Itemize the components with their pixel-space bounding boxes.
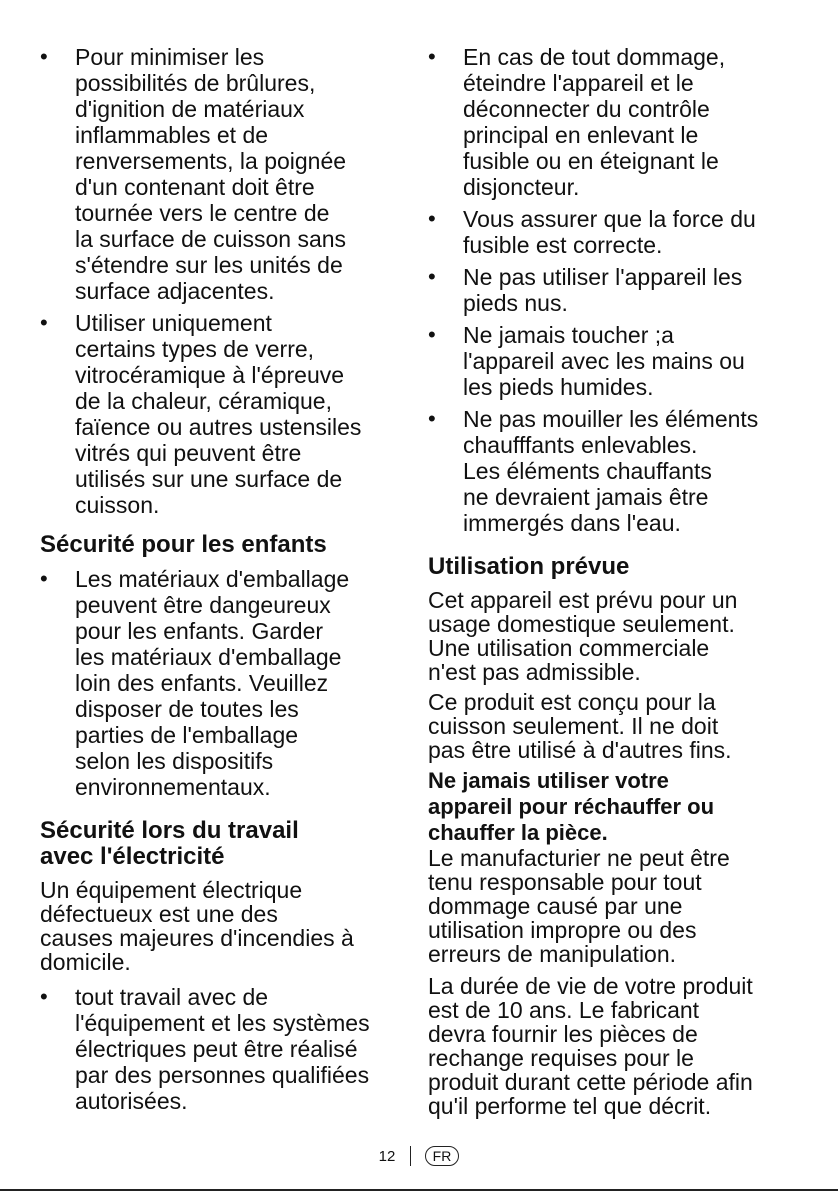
paragraph-line: chauffer la pièce. bbox=[428, 820, 608, 845]
list-item-line: l'appareil avec les mains ou bbox=[463, 348, 745, 374]
bullet-list-electric bbox=[40, 984, 405, 1114]
list-item-line: de la chaleur, céramique, bbox=[75, 388, 332, 414]
list-item-line: ne devraient jamais être bbox=[463, 484, 709, 510]
list-item bbox=[428, 206, 800, 258]
list-item-line: peuvent être dangeureux bbox=[75, 592, 331, 618]
list-item bbox=[40, 984, 405, 1114]
list-item-line: possibilités de brûlures, bbox=[75, 70, 316, 96]
list-item-line: • Utiliser uniquement bbox=[75, 310, 272, 336]
paragraph-line: produit durant cette période afin bbox=[428, 1069, 753, 1095]
list-item-line: selon les dispositifs bbox=[75, 748, 274, 774]
paragraph-line: tenu responsable pour tout bbox=[428, 869, 702, 895]
page-footer bbox=[0, 1146, 838, 1166]
list-item-line: • Vous assurer que la force du bbox=[463, 206, 756, 232]
page-number: 12 bbox=[378, 1147, 396, 1165]
list-item-line: les matériaux d'emballage bbox=[75, 644, 342, 670]
list-item-line: s'étendre sur les unités de bbox=[75, 252, 343, 278]
heading-electric-line-1: Sécurité lors du travail bbox=[40, 817, 299, 844]
list-item-line: d'un contenant doit être bbox=[75, 174, 315, 200]
paragraph-line: rechange requises pour le bbox=[428, 1045, 694, 1071]
list-item-line: électriques peut être réalisé bbox=[75, 1036, 358, 1062]
list-item-line: certains types de verre, bbox=[75, 336, 315, 362]
paragraph-line: La durée de vie de votre produit bbox=[428, 973, 753, 999]
bullet-list-damage bbox=[428, 44, 800, 536]
paragraph-line: Cet appareil est prévu pour un bbox=[428, 587, 738, 613]
list-item-line: • Ne pas utiliser l'appareil les bbox=[463, 264, 743, 290]
list-item-line: par des personnes qualifiées bbox=[75, 1062, 370, 1088]
list-item-line: inflammables et de bbox=[75, 122, 269, 148]
list-item-line: fusible ou en éteignant le bbox=[463, 148, 719, 174]
right-column bbox=[428, 44, 800, 1124]
heading-electric-line-2: avec l'électricité bbox=[40, 843, 225, 870]
list-item-line: vitrocéramique à l'épreuve bbox=[75, 362, 345, 388]
list-item-line: principal en enlevant le bbox=[463, 122, 699, 148]
paragraph-line: pas être utilisé à d'autres fins. bbox=[428, 737, 732, 763]
list-item bbox=[428, 322, 800, 400]
list-item-line: utilisés sur une surface de bbox=[75, 466, 343, 492]
paragraph-lifetime bbox=[428, 974, 800, 1118]
list-item-line: • Les matériaux d'emballage bbox=[75, 566, 350, 592]
paragraph-line: Une utilisation commerciale bbox=[428, 635, 710, 661]
paragraph-line: Ne jamais utiliser votre bbox=[428, 768, 669, 793]
paragraph-line: Ce produit est conçu pour la bbox=[428, 689, 716, 715]
bullet-list-cooking bbox=[40, 44, 405, 518]
paragraph-line: qu'il performe tel que décrit. bbox=[428, 1093, 712, 1119]
list-item-line: la surface de cuisson sans bbox=[75, 226, 347, 252]
list-item-line: immergés dans l'eau. bbox=[463, 510, 681, 536]
list-item bbox=[40, 310, 405, 518]
list-item-line: • Ne jamais toucher ;a bbox=[463, 322, 674, 348]
list-item-line: d'ignition de matériaux bbox=[75, 96, 305, 122]
paragraph-line: Le manufacturier ne peut être bbox=[428, 845, 730, 871]
list-item-line: environnementaux. bbox=[75, 774, 271, 800]
list-item-line: • tout travail avec de bbox=[75, 984, 269, 1010]
paragraph-liability bbox=[428, 846, 800, 966]
paragraph-line: Un équipement électrique bbox=[40, 877, 303, 903]
paragraph-line: utilisation impropre ou des bbox=[428, 917, 697, 943]
list-item-line: vitrés qui peuvent être bbox=[75, 440, 302, 466]
list-item-line: • Ne pas mouiller les éléments bbox=[463, 406, 759, 432]
list-item-line: renversements, la poignée bbox=[75, 148, 347, 174]
paragraph-line: domicile. bbox=[40, 949, 131, 975]
paragraph-line: devra fournir les pièces de bbox=[428, 1021, 698, 1047]
paragraph-line: dommage causé par une bbox=[428, 893, 683, 919]
list-item-line: pour les enfants. Garder bbox=[75, 618, 324, 644]
list-item-line: • Pour minimiser les bbox=[75, 44, 265, 70]
list-item bbox=[40, 566, 405, 800]
warning-heating bbox=[428, 768, 800, 846]
paragraph-line: est de 10 ans. Le fabricant bbox=[428, 997, 700, 1023]
language-badge: FR bbox=[425, 1146, 460, 1166]
left-column bbox=[40, 44, 405, 1120]
paragraph-line: usage domestique seulement. bbox=[428, 611, 735, 637]
paragraph-line: n'est pas admissible. bbox=[428, 659, 641, 685]
list-item-line: Les éléments chauffants bbox=[463, 458, 712, 484]
heading-child-safety: Sécurité pour les enfants bbox=[40, 531, 327, 558]
list-item-line: autorisées. bbox=[75, 1088, 188, 1114]
paragraph-line: appareil pour réchauffer ou bbox=[428, 794, 715, 819]
paragraph-line: erreurs de manipulation. bbox=[428, 941, 677, 967]
list-item-line: disposer de toutes les bbox=[75, 696, 299, 722]
list-item bbox=[428, 406, 800, 536]
list-item-line: déconnecter du contrôle bbox=[463, 96, 710, 122]
paragraph-cooking-only bbox=[428, 690, 800, 762]
list-item-line: les pieds humides. bbox=[463, 374, 654, 400]
list-item bbox=[428, 264, 800, 316]
paragraph-domestic-use bbox=[428, 588, 800, 684]
footer-divider bbox=[410, 1146, 411, 1166]
list-item-line: loin des enfants. Veuillez bbox=[75, 670, 329, 696]
bullet-list-children bbox=[40, 566, 405, 800]
list-item bbox=[428, 44, 800, 200]
list-item-line: pieds nus. bbox=[463, 290, 568, 316]
list-item-line: disjoncteur. bbox=[463, 174, 580, 200]
list-item-line: fusible est correcte. bbox=[463, 232, 663, 258]
list-item-line: • En cas de tout dommage, bbox=[463, 44, 726, 70]
list-item-line: cuisson. bbox=[75, 492, 160, 518]
paragraph-line: causes majeures d'incendies à bbox=[40, 925, 354, 951]
list-item-line: faïence ou autres ustensiles bbox=[75, 414, 362, 440]
list-item-line: l'équipement et les systèmes bbox=[75, 1010, 370, 1036]
heading-electric-safety bbox=[40, 818, 405, 870]
list-item bbox=[40, 44, 405, 304]
paragraph-line: cuisson seulement. Il ne doit bbox=[428, 713, 719, 739]
paragraph-electric-intro bbox=[40, 878, 405, 974]
heading-intended-use: Utilisation prévue bbox=[428, 553, 630, 580]
list-item-line: tournée vers le centre de bbox=[75, 200, 330, 226]
list-item-line: chaufffants enlevables. bbox=[463, 432, 698, 458]
list-item-line: parties de l'emballage bbox=[75, 722, 299, 748]
list-item-line: surface adjacentes. bbox=[75, 278, 275, 304]
paragraph-line: défectueux est une des bbox=[40, 901, 278, 927]
list-item-line: éteindre l'appareil et le bbox=[463, 70, 694, 96]
